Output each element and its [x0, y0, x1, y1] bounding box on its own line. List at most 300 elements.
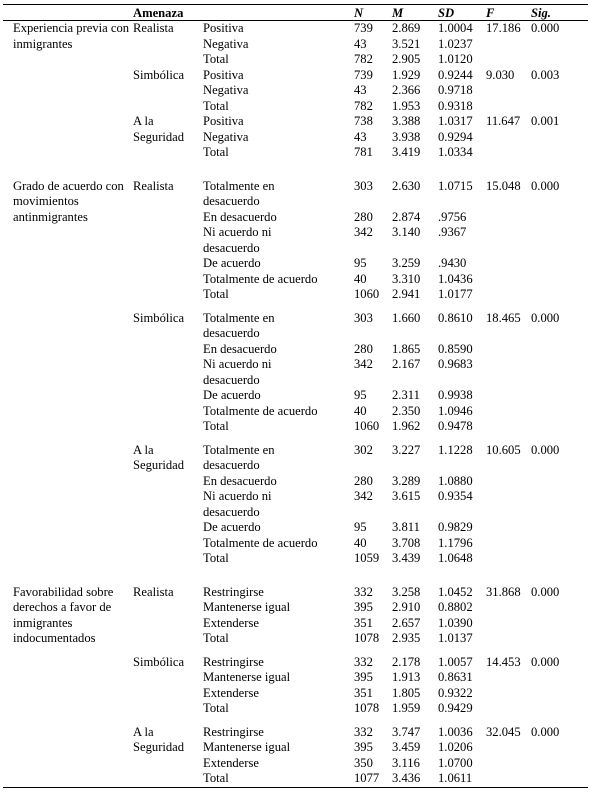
- sd-value: 0.9478: [438, 419, 473, 433]
- level-label: [203, 740, 354, 756]
- header-m: M: [392, 5, 438, 21]
- mean-value: 1.913: [392, 670, 421, 684]
- level-text: Extenderse: [203, 755, 259, 770]
- sig-empty: [531, 686, 588, 702]
- header-level: [203, 5, 354, 21]
- threat-label: Realista: [133, 178, 174, 193]
- level-label: [203, 489, 354, 520]
- mean-value: 2.874: [392, 209, 421, 224]
- f-empty: [486, 551, 531, 567]
- sig-empty: [531, 37, 588, 53]
- sig-empty: [531, 489, 588, 520]
- mean-value: 3.419: [392, 145, 421, 159]
- sd-value: 0.9938: [438, 388, 473, 402]
- mean-value: 2.935: [392, 631, 421, 645]
- sd-value: 0.9322: [438, 685, 473, 700]
- mean-value: 3.747: [392, 724, 421, 739]
- f-empty: [486, 520, 531, 536]
- sd-value: 1.1228: [438, 442, 473, 457]
- sd-value: 0.8631: [438, 670, 473, 684]
- f-empty: [486, 489, 531, 520]
- level-text: Total: [203, 551, 229, 565]
- f-empty: [486, 670, 531, 686]
- sd-value: 1.0611: [438, 771, 473, 785]
- sd-value: 1.1796: [438, 535, 473, 550]
- f-empty: [486, 740, 531, 756]
- sd-value: 1.0237: [438, 36, 473, 51]
- level-text: En desacuerdo: [203, 473, 277, 488]
- anova-table: [3, 4, 588, 788]
- sig-empty: [531, 701, 588, 717]
- f-empty: [486, 272, 531, 288]
- n-value: 350: [354, 755, 373, 770]
- level-text: Total: [203, 771, 229, 785]
- n-value: 43: [354, 36, 367, 51]
- sig-empty: [531, 600, 588, 616]
- mean-value: 2.657: [392, 615, 421, 630]
- n-value: 95: [354, 520, 367, 534]
- sd-value: 1.0057: [438, 654, 473, 669]
- level-label: [203, 419, 354, 435]
- sd-value: 0.9429: [438, 701, 473, 715]
- n-value: 739: [354, 67, 373, 82]
- mean-value: 2.910: [392, 600, 421, 614]
- mean-value: 2.941: [392, 287, 421, 301]
- n-value: 781: [354, 145, 373, 159]
- sd-value: 1.0137: [438, 631, 473, 645]
- level-label: [203, 756, 354, 772]
- sig-empty: [531, 551, 588, 567]
- n-value: 342: [354, 225, 373, 239]
- sig-value: 0.000: [531, 310, 560, 325]
- level-text: Restringirse: [203, 724, 264, 739]
- level-label: [203, 52, 354, 68]
- level-text: Positiva: [203, 67, 244, 82]
- sd-value: 1.0317: [438, 114, 473, 128]
- level-label: [203, 655, 354, 671]
- mean-value: 2.167: [392, 357, 421, 371]
- f-empty: [486, 52, 531, 68]
- level-label: [203, 99, 354, 115]
- table-row: [3, 179, 588, 210]
- level-label: [203, 225, 354, 256]
- variable-label: Favorabilidad sobre derechos a favor de inmigrantes indocumentados: [13, 584, 114, 645]
- sig-empty: [531, 419, 588, 435]
- n-value: 342: [354, 489, 373, 503]
- sig-value: 0.000: [531, 584, 560, 599]
- header-row: [3, 5, 588, 21]
- sig-empty: [531, 474, 588, 490]
- sd-value: 1.0452: [438, 584, 473, 599]
- header-n: N: [354, 5, 392, 21]
- sig-empty: [531, 631, 588, 647]
- mean-value: 1.805: [392, 685, 421, 700]
- f-empty: [486, 631, 531, 647]
- level-label: [203, 388, 354, 404]
- level-label: [203, 342, 354, 358]
- f-empty: [486, 287, 531, 303]
- level-text: Totalmente de acuerdo: [203, 403, 318, 418]
- sig-value: 0.001: [531, 114, 560, 128]
- f-empty: [486, 616, 531, 632]
- sig-value: 0.003: [531, 67, 560, 82]
- f-empty: [486, 701, 531, 717]
- mean-value: 2.366: [392, 83, 421, 97]
- sd-value: 1.0120: [438, 52, 473, 66]
- sd-value: 0.8610: [438, 310, 473, 325]
- table-row: [3, 21, 588, 37]
- mean-value: 3.938: [392, 129, 421, 144]
- level-text: Totalmente de acuerdo: [203, 271, 318, 286]
- level-text: En desacuerdo: [203, 341, 277, 356]
- mean-value: 3.310: [392, 271, 421, 286]
- n-value: 1078: [354, 701, 380, 715]
- mean-value: 1.953: [392, 98, 421, 113]
- level-text: Negativa: [203, 36, 249, 51]
- sig-value: 0.000: [531, 21, 560, 35]
- level-text: Totalmente en desacuerdo: [203, 442, 275, 472]
- f-empty: [486, 756, 531, 772]
- sig-empty: [531, 756, 588, 772]
- f-empty: [486, 130, 531, 146]
- level-text: Mantenerse igual: [203, 600, 291, 614]
- mean-value: 1.929: [392, 67, 421, 82]
- sig-value: 0.000: [531, 654, 560, 669]
- sig-value: 0.000: [531, 724, 560, 739]
- level-text: Positiva: [203, 21, 244, 35]
- sig-empty: [531, 83, 588, 99]
- level-label: [203, 83, 354, 99]
- f-empty: [486, 83, 531, 99]
- level-label: [203, 443, 354, 474]
- n-value: 302: [354, 442, 373, 457]
- mean-value: 3.140: [392, 225, 421, 239]
- sig-empty: [531, 404, 588, 420]
- level-label: [203, 536, 354, 552]
- n-value: 95: [354, 388, 367, 402]
- level-text: Totalmente de acuerdo: [203, 535, 318, 550]
- mean-value: 3.227: [392, 442, 421, 457]
- sd-value: 0.8802: [438, 600, 473, 614]
- level-text: Ni acuerdo ni desacuerdo: [203, 357, 272, 387]
- sig-empty: [531, 740, 588, 756]
- mean-value: 3.258: [392, 584, 421, 599]
- n-value: 395: [354, 600, 373, 614]
- f-empty: [486, 225, 531, 256]
- bottom-rule: [3, 787, 588, 788]
- f-empty: [486, 256, 531, 272]
- level-label: [203, 272, 354, 288]
- sd-value: 1.0715: [438, 178, 473, 193]
- n-value: 1060: [354, 419, 380, 433]
- n-value: 351: [354, 615, 373, 630]
- sig-empty: [531, 272, 588, 288]
- n-value: 342: [354, 357, 373, 371]
- f-value: 32.045: [486, 724, 521, 739]
- n-value: 1077: [354, 771, 380, 785]
- level-text: Ni acuerdo ni desacuerdo: [203, 489, 272, 519]
- f-value: 11.647: [486, 114, 521, 128]
- f-empty: [486, 37, 531, 53]
- mean-value: 1.660: [392, 310, 421, 325]
- n-value: 95: [354, 256, 367, 270]
- mean-value: 3.289: [392, 473, 421, 488]
- level-label: [203, 474, 354, 490]
- n-value: 280: [354, 473, 373, 488]
- sig-empty: [531, 225, 588, 256]
- mean-value: 2.178: [392, 654, 421, 669]
- n-value: 40: [354, 535, 367, 550]
- sig-empty: [531, 536, 588, 552]
- n-value: 280: [354, 209, 373, 224]
- level-label: [203, 287, 354, 303]
- mean-value: 2.869: [392, 21, 421, 35]
- n-value: 40: [354, 403, 367, 418]
- sd-value: 0.9244: [438, 67, 473, 82]
- mean-value: 3.811: [392, 520, 420, 534]
- level-label: [203, 37, 354, 53]
- f-value: 15.048: [486, 178, 521, 193]
- level-label: [203, 616, 354, 632]
- threat-label: A la Seguridad: [133, 442, 185, 472]
- f-empty: [486, 686, 531, 702]
- sd-value: 1.0177: [438, 287, 473, 301]
- header-sig: Sig.: [531, 5, 588, 21]
- n-value: 395: [354, 670, 373, 684]
- n-value: 303: [354, 310, 373, 325]
- level-label: [203, 210, 354, 226]
- mean-value: 1.959: [392, 701, 421, 715]
- level-text: Total: [203, 701, 229, 715]
- sd-value: 0.8590: [438, 341, 473, 356]
- sd-value: 0.9294: [438, 129, 473, 144]
- n-value: 332: [354, 654, 373, 669]
- n-value: 351: [354, 685, 373, 700]
- n-value: 43: [354, 83, 367, 97]
- n-value: 782: [354, 52, 373, 66]
- level-text: Total: [203, 52, 229, 66]
- level-text: De acuerdo: [203, 388, 261, 402]
- f-empty: [486, 600, 531, 616]
- sd-value: 1.0946: [438, 403, 473, 418]
- level-label: [203, 145, 354, 161]
- n-value: 738: [354, 114, 373, 128]
- threat-label: Simbólica: [133, 654, 185, 669]
- sd-value: 1.0334: [438, 145, 473, 159]
- mean-value: 3.439: [392, 551, 421, 565]
- level-label: [203, 179, 354, 210]
- level-text: Total: [203, 631, 229, 645]
- level-text: En desacuerdo: [203, 209, 277, 224]
- mean-value: 2.350: [392, 403, 421, 418]
- level-label: [203, 357, 354, 388]
- sig-empty: [531, 388, 588, 404]
- level-label: [203, 771, 354, 787]
- level-label: [203, 130, 354, 146]
- sig-empty: [531, 771, 588, 787]
- mean-value: 2.311: [392, 388, 420, 402]
- n-value: 782: [354, 98, 373, 113]
- n-value: 1059: [354, 551, 380, 565]
- sd-value: .9367: [438, 225, 467, 239]
- level-text: Mantenerse igual: [203, 740, 291, 754]
- variable-label: Experiencia previa con inmigrantes: [13, 21, 130, 51]
- threat-label: Realista: [133, 21, 174, 35]
- sig-empty: [531, 616, 588, 632]
- n-value: 303: [354, 178, 373, 193]
- f-empty: [486, 210, 531, 226]
- mean-value: 3.521: [392, 36, 421, 51]
- sig-empty: [531, 130, 588, 146]
- level-text: Total: [203, 287, 229, 301]
- f-empty: [486, 771, 531, 787]
- sd-value: .9430: [438, 256, 467, 270]
- f-value: 10.605: [486, 442, 521, 457]
- sig-empty: [531, 287, 588, 303]
- level-text: Negativa: [203, 129, 249, 144]
- level-label: [203, 520, 354, 536]
- level-text: Restringirse: [203, 584, 264, 599]
- f-empty: [486, 99, 531, 115]
- f-value: 9.030: [486, 67, 515, 82]
- sig-empty: [531, 670, 588, 686]
- level-text: De acuerdo: [203, 520, 261, 534]
- n-value: 280: [354, 341, 373, 356]
- level-text: Mantenerse igual: [203, 670, 291, 684]
- level-label: [203, 114, 354, 130]
- sig-empty: [531, 256, 588, 272]
- mean-value: 2.630: [392, 178, 421, 193]
- mean-value: 3.459: [392, 740, 421, 754]
- sd-value: 1.0206: [438, 740, 473, 754]
- mean-value: 3.116: [392, 755, 420, 770]
- level-text: Extenderse: [203, 685, 259, 700]
- level-text: Totalmente en desacuerdo: [203, 310, 275, 340]
- f-value: 14.453: [486, 654, 521, 669]
- sd-value: 1.0036: [438, 724, 473, 739]
- level-label: [203, 551, 354, 567]
- table-row: [3, 585, 588, 601]
- threat-label: Simbólica: [133, 67, 185, 82]
- f-value: 17.186: [486, 21, 521, 35]
- level-text: Negativa: [203, 83, 249, 97]
- mean-value: 3.388: [392, 114, 421, 128]
- sig-value: 0.000: [531, 442, 560, 457]
- table-body: [3, 21, 588, 788]
- f-empty: [486, 404, 531, 420]
- sd-value: 1.0004: [438, 21, 473, 35]
- level-text: Extenderse: [203, 615, 259, 630]
- sd-value: 0.9718: [438, 83, 473, 97]
- mean-value: 3.259: [392, 256, 421, 270]
- n-value: 1060: [354, 287, 380, 301]
- threat-label: A la Seguridad: [133, 724, 185, 754]
- level-text: Total: [203, 98, 229, 113]
- sig-empty: [531, 99, 588, 115]
- sig-empty: [531, 145, 588, 161]
- sd-value: 1.0880: [438, 473, 473, 488]
- sd-value: 0.9318: [438, 98, 473, 113]
- level-label: [203, 585, 354, 601]
- f-empty: [486, 357, 531, 388]
- f-empty: [486, 419, 531, 435]
- level-label: [203, 21, 354, 37]
- variable-label: Grado de acuerdo con movimientos antinmigrantes: [13, 178, 124, 224]
- level-label: [203, 725, 354, 741]
- level-text: Restringirse: [203, 654, 264, 669]
- sd-value: .9756: [438, 209, 467, 224]
- f-empty: [486, 388, 531, 404]
- sig-value: 0.000: [531, 178, 560, 193]
- level-text: Total: [203, 419, 229, 433]
- level-label: [203, 686, 354, 702]
- level-label: [203, 311, 354, 342]
- mean-value: 2.905: [392, 52, 421, 66]
- level-label: [203, 631, 354, 647]
- sd-value: 1.0436: [438, 271, 473, 286]
- sd-value: 0.9683: [438, 357, 473, 371]
- level-label: [203, 600, 354, 616]
- sig-empty: [531, 52, 588, 68]
- header-variable: [3, 5, 133, 21]
- mean-value: 3.615: [392, 489, 421, 503]
- f-value: 31.868: [486, 584, 521, 599]
- sig-empty: [531, 520, 588, 536]
- header-sd: SD: [438, 5, 486, 21]
- sig-empty: [531, 357, 588, 388]
- threat-label: A la Seguridad: [133, 114, 185, 144]
- level-label: [203, 670, 354, 686]
- n-value: 1078: [354, 631, 380, 645]
- sd-value: 0.9829: [438, 520, 473, 534]
- level-label: [203, 256, 354, 272]
- sig-empty: [531, 342, 588, 358]
- sig-empty: [531, 210, 588, 226]
- header-f: F: [486, 5, 531, 21]
- sd-value: 1.0390: [438, 615, 473, 630]
- threat-label: Realista: [133, 584, 174, 599]
- level-label: [203, 68, 354, 84]
- level-text: Positiva: [203, 114, 244, 128]
- level-text: De acuerdo: [203, 256, 261, 270]
- n-value: 739: [354, 21, 373, 35]
- sd-value: 1.0648: [438, 551, 473, 565]
- threat-label: Simbólica: [133, 310, 185, 325]
- level-label: [203, 701, 354, 717]
- n-value: 40: [354, 271, 367, 286]
- anova-table-container: [3, 4, 588, 788]
- level-label: [203, 404, 354, 420]
- sd-value: 1.0700: [438, 755, 473, 770]
- mean-value: 3.436: [392, 771, 421, 785]
- f-empty: [486, 474, 531, 490]
- level-text: Total: [203, 145, 229, 159]
- f-value: 18.465: [486, 310, 521, 325]
- header-threat: Amenaza: [133, 5, 203, 21]
- n-value: 43: [354, 129, 367, 144]
- mean-value: 3.708: [392, 535, 421, 550]
- f-empty: [486, 145, 531, 161]
- f-empty: [486, 342, 531, 358]
- sd-value: 0.9354: [438, 489, 473, 503]
- n-value: 332: [354, 584, 373, 599]
- n-value: 332: [354, 724, 373, 739]
- mean-value: 1.865: [392, 341, 421, 356]
- level-text: Totalmente en desacuerdo: [203, 178, 275, 208]
- n-value: 395: [354, 740, 373, 754]
- mean-value: 1.962: [392, 419, 421, 433]
- level-text: Ni acuerdo ni desacuerdo: [203, 225, 272, 255]
